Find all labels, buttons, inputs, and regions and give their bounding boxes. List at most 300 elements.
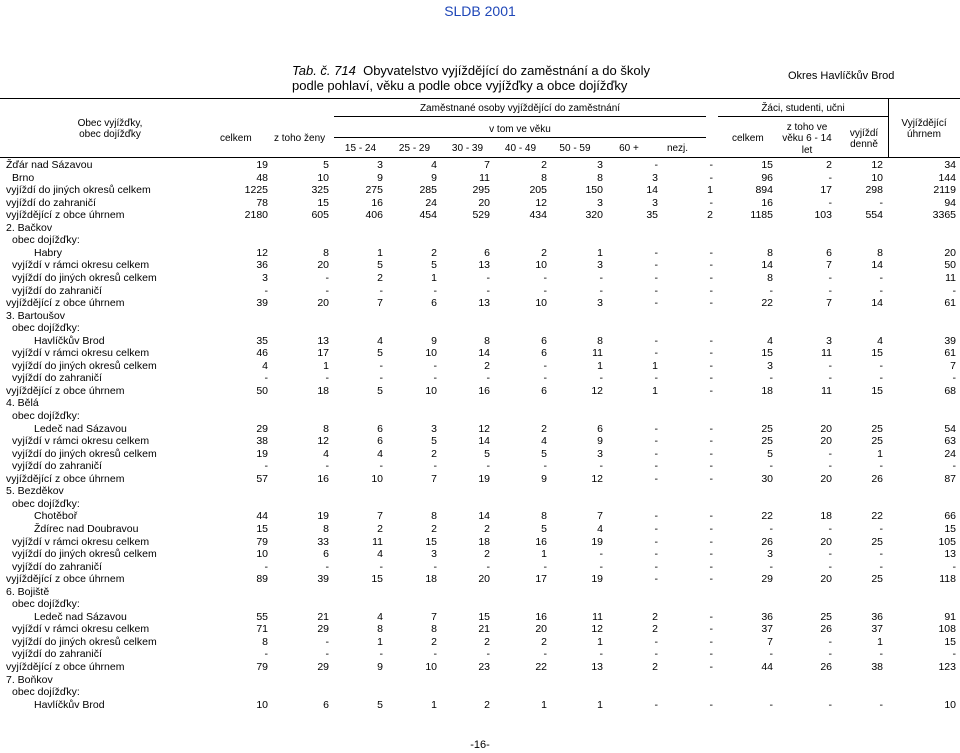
table-cell: 17 xyxy=(820,184,832,197)
table-cell: - xyxy=(654,535,658,548)
table-cell: 22 xyxy=(871,510,883,523)
row-label: vyjíždí do jiných okresů celkem xyxy=(12,359,157,372)
table-cell: 2 xyxy=(484,635,490,648)
table-cell: 6 xyxy=(431,297,437,310)
row-label: vyjíždí v rámci okresu celkem xyxy=(12,259,150,272)
table-cell: 54 xyxy=(944,422,956,435)
table-cell: 15 xyxy=(944,522,956,535)
table-cell: 8 xyxy=(597,171,603,184)
table-cell: 8 xyxy=(541,171,547,184)
table-cell: 61 xyxy=(944,297,956,310)
table-cell: - xyxy=(486,560,490,573)
table-cell: 15 xyxy=(761,347,773,360)
table-row xyxy=(0,561,960,573)
table-cell: - xyxy=(433,460,437,473)
table-cell: 6 xyxy=(323,548,329,561)
table-cell: 1225 xyxy=(244,184,268,197)
table-cell: 9 xyxy=(431,171,437,184)
table-cell: 5 xyxy=(484,447,490,460)
table-cell: - xyxy=(709,560,713,573)
row-label: obec dojížďky: xyxy=(12,322,80,335)
table-cell: - xyxy=(654,422,658,435)
table-cell: 150 xyxy=(585,184,603,197)
table-cell: 5 xyxy=(767,447,773,460)
table-cell: 118 xyxy=(939,573,956,586)
table-cell: - xyxy=(709,698,713,711)
table-cell: - xyxy=(654,284,658,297)
table-cell: 24 xyxy=(425,196,437,209)
table-cell: - xyxy=(879,196,883,209)
table-cell: 1 xyxy=(431,698,437,711)
table-cell: - xyxy=(828,271,832,284)
table-cell: 16 xyxy=(761,196,773,209)
stub-header-2: obec dojížďky xyxy=(79,129,141,140)
table-cell: - xyxy=(654,159,658,171)
table-cell: 4 xyxy=(377,610,383,623)
table-cell: 6 xyxy=(484,246,490,259)
table-cell: 15 xyxy=(944,635,956,648)
table-cell: 13 xyxy=(478,259,490,272)
table-row xyxy=(0,686,960,698)
table-cell: - xyxy=(654,522,658,535)
table-cell: 18 xyxy=(317,384,329,397)
table-row xyxy=(0,699,960,711)
table-cell: 11 xyxy=(479,171,490,184)
col-age-6: nezj. xyxy=(666,143,689,154)
table-cell: 529 xyxy=(472,209,490,222)
table-row xyxy=(0,636,960,648)
row-label: vyjíždí do jiných okresů celkem xyxy=(12,271,157,284)
table-cell: 12 xyxy=(317,435,329,448)
table-cell: 7 xyxy=(767,635,773,648)
table-cell: 2 xyxy=(377,522,383,535)
row-label: vyjíždí do zahraničí xyxy=(12,372,102,385)
table-cell: 7 xyxy=(377,297,383,310)
table-cell: 4 xyxy=(323,447,329,460)
table-cell: - xyxy=(769,648,773,661)
header-top-rule xyxy=(0,98,960,99)
table-cell: 5 xyxy=(377,347,383,360)
row-label: obec dojížďky: xyxy=(12,410,80,422)
emp-group-header: Zaměstnané osoby vyjíždějící do zaměstnání xyxy=(419,103,621,114)
table-cell: - xyxy=(828,698,832,711)
table-cell: - xyxy=(325,372,329,385)
col-stud-age-3: let xyxy=(801,145,813,156)
table-cell: 71 xyxy=(256,623,268,636)
table-cell: - xyxy=(709,435,713,448)
table-cell: 19 xyxy=(256,447,268,460)
row-label: vyjíždí do zahraničí xyxy=(12,560,102,573)
table-cell: 2 xyxy=(652,623,658,636)
table-cell: 20 xyxy=(317,297,329,310)
table-cell: 3 xyxy=(597,159,603,171)
table-cell: 1185 xyxy=(750,209,773,222)
table-cell: - xyxy=(709,297,713,310)
table-cell: 2 xyxy=(377,271,383,284)
table-cell: - xyxy=(952,560,956,573)
table-cell: - xyxy=(709,623,713,636)
table-cell: 1 xyxy=(541,698,547,711)
table-cell: - xyxy=(654,435,658,448)
table-cell: 15 xyxy=(871,347,883,360)
stud-group-rule xyxy=(718,116,888,117)
row-label: vyjíždí do zahraničí xyxy=(12,648,102,661)
table-cell: 18 xyxy=(478,535,490,548)
table-cell: 20 xyxy=(820,435,832,448)
table-cell: - xyxy=(769,522,773,535)
table-cell: 9 xyxy=(377,171,383,184)
table-row xyxy=(0,259,960,271)
table-cell: 4 xyxy=(541,435,547,448)
table-cell: 5 xyxy=(541,447,547,460)
table-cell: 2 xyxy=(541,159,547,171)
table-cell: 605 xyxy=(311,209,329,222)
table-row xyxy=(0,548,960,560)
row-label: vyjíždí v rámci okresu celkem xyxy=(12,535,150,548)
table-cell: - xyxy=(379,460,383,473)
table-cell: - xyxy=(879,372,883,385)
table-row xyxy=(0,423,960,435)
table-cell: - xyxy=(828,171,832,184)
table-cell: 8 xyxy=(484,334,490,347)
table-cell: 25 xyxy=(871,535,883,548)
table-cell: 17 xyxy=(535,573,547,586)
row-label: 4. Bělá xyxy=(6,397,39,410)
table-number: Tab. č. 714 xyxy=(292,63,356,78)
table-cell: 13 xyxy=(317,334,329,347)
table-cell: 14 xyxy=(761,259,773,272)
row-label: obec dojížďky: xyxy=(12,497,80,510)
table-cell: 1 xyxy=(597,635,603,648)
table-cell: 4 xyxy=(597,522,603,535)
table-cell: 79 xyxy=(256,535,268,548)
table-cell: 11 xyxy=(945,271,956,284)
table-cell: - xyxy=(433,359,437,372)
table-cell: - xyxy=(325,560,329,573)
row-label: vyjíždí do jiných okresů celkem xyxy=(12,447,157,460)
table-cell: - xyxy=(654,648,658,661)
table-cell: 50 xyxy=(944,259,956,272)
table-cell: - xyxy=(654,246,658,259)
table-cell: 6 xyxy=(826,246,832,259)
table-row xyxy=(0,448,960,460)
table-cell: 55 xyxy=(256,610,268,623)
table-cell: 144 xyxy=(938,171,956,184)
table-cell: 87 xyxy=(944,472,956,485)
table-cell: 2 xyxy=(431,635,437,648)
stud-group-header: Žáci, studenti, učni xyxy=(761,103,845,114)
table-cell: - xyxy=(264,372,268,385)
table-cell: - xyxy=(952,648,956,661)
table-cell: 4 xyxy=(377,447,383,460)
table-cell: 96 xyxy=(761,171,773,184)
table-row xyxy=(0,322,960,334)
table-cell: 1 xyxy=(877,635,883,648)
table-cell: 68 xyxy=(944,384,956,397)
table-cell: 434 xyxy=(529,209,547,222)
row-label: obec dojížďky: xyxy=(12,686,80,699)
table-cell: - xyxy=(709,522,713,535)
table-cell: 50 xyxy=(256,384,268,397)
table-cell: 14 xyxy=(871,259,883,272)
table-cell: 25 xyxy=(871,422,883,435)
table-cell: - xyxy=(709,548,713,561)
table-cell: 79 xyxy=(256,661,268,673)
table-cell: 13 xyxy=(478,297,490,310)
table-cell: 1 xyxy=(877,447,883,460)
table-cell: 11 xyxy=(592,347,603,360)
table-cell: - xyxy=(654,472,658,485)
table-cell: 61 xyxy=(944,347,956,360)
row-label: vyjíždí do zahraničí xyxy=(6,196,96,209)
table-cell: 108 xyxy=(938,623,956,636)
table-cell: - xyxy=(379,359,383,372)
table-row xyxy=(0,460,960,472)
table-cell: 6 xyxy=(377,422,383,435)
table-cell: 1 xyxy=(652,359,658,372)
table-cell: 2 xyxy=(541,246,547,259)
table-cell: 1 xyxy=(597,698,603,711)
table-cell: - xyxy=(264,560,268,573)
table-cell: 20 xyxy=(820,472,832,485)
row-label: vyjíždí v rámci okresu celkem xyxy=(12,347,150,360)
table-cell: 2 xyxy=(826,159,832,171)
table-cell: 8 xyxy=(597,334,603,347)
total-header-2: úhrnem xyxy=(907,129,941,140)
table-cell: - xyxy=(379,372,383,385)
table-cell: - xyxy=(654,259,658,272)
table-title-line1: Obyvatelstvo vyjíždějící do zaměstnání a do školy xyxy=(363,63,650,78)
table-cell: 4 xyxy=(377,548,383,561)
table-cell: - xyxy=(654,334,658,347)
table-cell: 9 xyxy=(431,334,437,347)
table-cell: - xyxy=(828,447,832,460)
table-cell: 39 xyxy=(317,573,329,586)
table-cell: - xyxy=(433,372,437,385)
table-cell: 15 xyxy=(425,535,437,548)
table-cell: - xyxy=(709,171,713,184)
table-cell: - xyxy=(543,359,547,372)
col-age-5: 60 + xyxy=(619,143,639,154)
table-row xyxy=(0,623,960,635)
row-label: obec dojížďky: xyxy=(12,598,80,611)
table-cell: 406 xyxy=(365,209,383,222)
table-cell: 1 xyxy=(707,184,713,197)
table-cell: 10 xyxy=(535,259,547,272)
table-cell: 4 xyxy=(877,334,883,347)
table-cell: 36 xyxy=(871,610,883,623)
table-row xyxy=(0,523,960,535)
table-row xyxy=(0,473,960,485)
table-cell: - xyxy=(828,359,832,372)
table-cell: 26 xyxy=(761,535,773,548)
table-cell: - xyxy=(879,284,883,297)
table-cell: 3 xyxy=(597,297,603,310)
table-cell: 5 xyxy=(323,159,329,171)
table-cell: 320 xyxy=(585,209,603,222)
table-cell: - xyxy=(769,372,773,385)
table-cell: - xyxy=(486,271,490,284)
table-cell: - xyxy=(654,635,658,648)
table-cell: 1 xyxy=(597,246,603,259)
table-cell: - xyxy=(828,648,832,661)
table-cell: - xyxy=(543,560,547,573)
table-cell: 21 xyxy=(478,623,490,636)
table-cell: 3 xyxy=(652,171,658,184)
col-stud-age-1: z toho ve xyxy=(786,122,828,133)
col-stud-celkem: celkem xyxy=(732,133,764,144)
table-cell: 10 xyxy=(317,171,329,184)
table-cell: - xyxy=(709,347,713,360)
table-cell: 554 xyxy=(865,209,883,222)
row-label: vyjíždějící z obce úhrnem xyxy=(6,297,125,310)
table-cell: 20 xyxy=(478,196,490,209)
table-row xyxy=(0,184,960,196)
table-cell: 2119 xyxy=(933,184,956,197)
table-cell: 3 xyxy=(826,334,832,347)
table-cell: 11 xyxy=(821,384,832,397)
table-cell: 12 xyxy=(591,623,603,636)
row-label: vyjíždí do jiných okresů celkem xyxy=(6,184,151,197)
table-cell: 11 xyxy=(372,535,383,548)
table-cell: 29 xyxy=(761,573,773,586)
table-cell: 13 xyxy=(591,661,603,673)
table-cell: 295 xyxy=(472,184,490,197)
table-cell: - xyxy=(709,271,713,284)
app-title: SLDB 2001 xyxy=(444,3,516,19)
table-row xyxy=(0,197,960,209)
table-cell: 12 xyxy=(478,422,490,435)
row-label: Habry xyxy=(34,246,63,259)
table-cell: 94 xyxy=(944,196,956,209)
table-cell: 20 xyxy=(535,623,547,636)
table-cell: - xyxy=(486,648,490,661)
col-age-0: 15 - 24 xyxy=(344,143,377,154)
table-cell: 29 xyxy=(317,661,329,673)
table-cell: 325 xyxy=(311,184,329,197)
table-cell: 91 xyxy=(944,610,956,623)
table-cell: 5 xyxy=(377,259,383,272)
header-bottom-rule xyxy=(0,157,960,158)
table-cell: 5 xyxy=(377,384,383,397)
row-label: 6. Bojiště xyxy=(6,585,50,598)
table-cell: 66 xyxy=(944,510,956,523)
table-cell: - xyxy=(599,648,603,661)
table-cell: 8 xyxy=(323,422,329,435)
table-cell: - xyxy=(709,334,713,347)
table-cell: - xyxy=(654,447,658,460)
table-row xyxy=(0,485,960,497)
table-cell: 3 xyxy=(597,196,603,209)
table-cell: 3 xyxy=(597,259,603,272)
row-label: vyjíždějící z obce úhrnem xyxy=(6,472,125,485)
table-cell: 29 xyxy=(317,623,329,636)
table-row xyxy=(0,573,960,585)
table-row xyxy=(0,410,960,422)
table-cell: 8 xyxy=(767,246,773,259)
table-cell: 33 xyxy=(317,535,329,548)
col-age-2: 30 - 39 xyxy=(451,143,484,154)
table-cell: 4 xyxy=(262,359,268,372)
table-cell: 26 xyxy=(820,661,832,673)
table-cell: - xyxy=(599,548,603,561)
table-cell: - xyxy=(654,460,658,473)
table-cell: 3 xyxy=(262,271,268,284)
table-cell: 18 xyxy=(425,573,437,586)
table-cell: 7 xyxy=(826,297,832,310)
table-cell: 8 xyxy=(262,635,268,648)
table-cell: 4 xyxy=(377,334,383,347)
table-cell: - xyxy=(325,271,329,284)
table-cell: 10 xyxy=(944,698,956,711)
table-cell: - xyxy=(828,372,832,385)
table-row xyxy=(0,234,960,246)
table-cell: 7 xyxy=(431,472,437,485)
table-cell: 16 xyxy=(317,472,329,485)
table-cell: 8 xyxy=(323,246,329,259)
table-cell: 20 xyxy=(478,573,490,586)
table-cell: 36 xyxy=(761,610,773,623)
table-title xyxy=(292,63,650,93)
row-label: Havlíčkův Brod xyxy=(34,698,105,711)
row-label: vyjíždí v rámci okresu celkem xyxy=(12,623,150,636)
table-cell: 275 xyxy=(365,184,383,197)
table-cell: 7 xyxy=(484,159,490,171)
table-cell: 17 xyxy=(317,347,329,360)
table-cell: 44 xyxy=(256,510,268,523)
table-cell: - xyxy=(709,447,713,460)
table-cell: 2 xyxy=(484,359,490,372)
table-cell: 10 xyxy=(535,297,547,310)
table-cell: 21 xyxy=(317,610,329,623)
table-cell: - xyxy=(599,271,603,284)
table-cell: 2 xyxy=(484,698,490,711)
table-cell: 10 xyxy=(256,698,268,711)
region-label: Okres Havlíčkův Brod xyxy=(788,70,895,82)
table-cell: 13 xyxy=(944,548,956,561)
table-cell: - xyxy=(325,460,329,473)
table-cell: 1 xyxy=(652,384,658,397)
table-cell: 6 xyxy=(541,384,547,397)
table-cell: 3 xyxy=(431,422,437,435)
table-cell: 20 xyxy=(820,535,832,548)
table-cell: - xyxy=(599,284,603,297)
table-cell: 10 xyxy=(871,171,883,184)
table-cell: 37 xyxy=(871,623,883,636)
table-cell: - xyxy=(433,648,437,661)
table-cell: 19 xyxy=(591,535,603,548)
col-celkem: celkem xyxy=(220,133,252,144)
table-cell: 10 xyxy=(371,472,383,485)
table-cell: 29 xyxy=(256,422,268,435)
table-cell: 2 xyxy=(431,447,437,460)
table-cell: 23 xyxy=(478,661,490,673)
table-cell: 2 xyxy=(484,548,490,561)
table-row xyxy=(0,172,960,184)
table-cell: - xyxy=(828,548,832,561)
row-label: vyjíždějící z obce úhrnem xyxy=(6,661,125,673)
row-label: Ledeč nad Sázavou xyxy=(34,610,127,623)
table-cell: - xyxy=(264,460,268,473)
table-cell: - xyxy=(709,259,713,272)
table-cell: 20 xyxy=(820,422,832,435)
table-cell: - xyxy=(709,635,713,648)
table-cell: - xyxy=(879,271,883,284)
table-cell: - xyxy=(325,635,329,648)
table-cell: 38 xyxy=(871,661,883,673)
table-row xyxy=(0,536,960,548)
table-cell: - xyxy=(599,460,603,473)
